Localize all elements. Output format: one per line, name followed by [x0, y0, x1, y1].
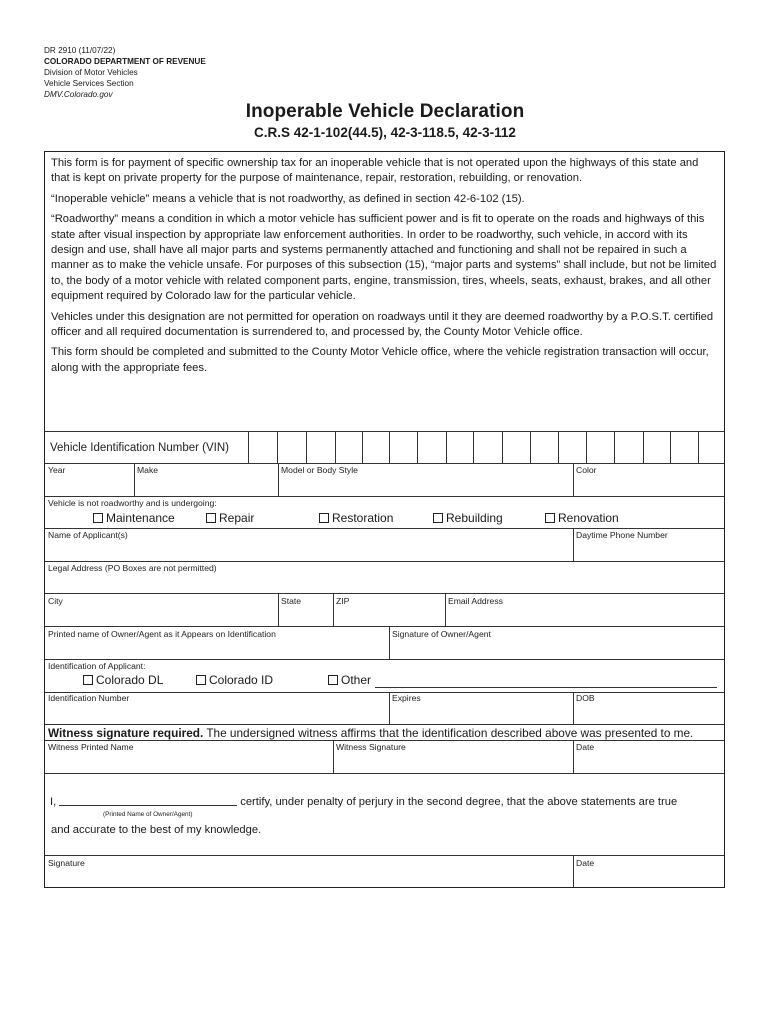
divider	[278, 593, 279, 626]
section-name: Vehicle Services Section	[44, 79, 134, 88]
repair-checkbox[interactable]: Repair	[206, 511, 254, 525]
vin-character-box[interactable]	[248, 432, 277, 463]
printed-name-label: Printed name of Owner/Agent as it Appears on Identification	[48, 629, 276, 639]
checkbox-icon[interactable]	[93, 513, 103, 523]
vin-label: Vehicle Identification Number (VIN)	[50, 442, 229, 454]
divider	[45, 463, 724, 464]
rebuilding-checkbox[interactable]: Rebuilding	[433, 511, 503, 525]
colorado-dl-checkbox[interactable]: Colorado DL	[83, 673, 163, 687]
signature-label: Signature	[48, 858, 85, 868]
declaration-form	[44, 151, 725, 888]
printed-name-caption: (Printed Name of Owner/Agent)	[103, 811, 193, 818]
vin-character-box[interactable]	[335, 432, 362, 463]
applicant-name-label: Name of Applicant(s)	[48, 530, 128, 540]
divider	[45, 593, 724, 594]
divider	[134, 463, 135, 496]
divider	[333, 740, 334, 773]
id-number-label: Identification Number	[48, 693, 130, 703]
undergoing-label: Vehicle is not roadworthy and is undergoing:	[48, 498, 217, 508]
color-field-label: Color	[576, 465, 597, 475]
checkbox-icon[interactable]	[328, 675, 338, 685]
witness-printed-name-label: Witness Printed Name	[48, 742, 134, 752]
checkbox-icon[interactable]	[433, 513, 443, 523]
email-label: Email Address	[448, 596, 503, 606]
department-name: COLORADO DEPARTMENT OF REVENUE	[44, 57, 206, 66]
vin-character-box[interactable]	[670, 432, 698, 463]
vin-character-box[interactable]	[277, 432, 306, 463]
divider	[573, 855, 574, 888]
signature-date-label: Date	[576, 858, 595, 868]
model-field-label: Model or Body Style	[281, 465, 358, 475]
other-id-checkbox[interactable]: Other	[328, 673, 371, 687]
divider	[45, 626, 724, 627]
witness-notice-bold: Witness signature required.	[48, 726, 204, 740]
make-field-label: Make	[137, 465, 159, 475]
restoration-checkbox[interactable]: Restoration	[319, 511, 393, 525]
witness-notice	[48, 726, 693, 740]
vin-character-box[interactable]	[614, 432, 643, 463]
owner-signature-label: Signature of Owner/Agent	[392, 629, 491, 639]
divider	[389, 626, 390, 659]
form-header	[44, 45, 206, 100]
divider	[45, 528, 724, 529]
state-label: State	[281, 596, 302, 606]
witness-date-label: Date	[576, 742, 595, 752]
year-field-label: Year	[48, 465, 66, 475]
colorado-id-checkbox[interactable]: Colorado ID	[196, 673, 273, 687]
statute-reference: C.R.S 42-1-102(44.5), 42-3-118.5, 42-3-112	[254, 125, 516, 140]
identification-label: Identification of Applicant:	[48, 661, 146, 671]
divider	[389, 692, 390, 724]
renovation-checkbox[interactable]: Renovation	[545, 511, 619, 525]
divider	[45, 561, 724, 562]
certification-line-2: and accurate to the best of my knowledge.	[51, 824, 262, 836]
divider	[45, 855, 724, 856]
vin-character-box[interactable]	[698, 432, 724, 463]
daytime-phone-label: Daytime Phone Number	[576, 530, 668, 540]
intro-paragraph: “Roadworthy” means a condition in which a motor vehicle has sufficient power and is fit to operate on the roads and highways of this state after visual inspection by appropriate law enforcement authorities. In order to be roadworthy, such vehicle, in accord with its design and use, shall have all major parts and systems permanently attached and functioning and shall not be repaired in such a manner as to make the vehicle unsafe. For purposes of this subsection (15), “major parts and systems” shall include, but not be limited to, the body of a motor vehicle with related component parts, engine, transmission, tires, wheels, seats, exhaust, brakes, and all other equipment required by Colorado law for the particular vehicle.	[51, 213, 717, 303]
witness-notice-text: The undersigned witness affirms that the identification described above was presented to me.	[203, 726, 694, 740]
divider	[333, 593, 334, 626]
divider	[45, 692, 724, 693]
divider	[45, 773, 724, 774]
vin-character-box[interactable]	[502, 432, 530, 463]
divider	[45, 724, 724, 725]
vin-character-box[interactable]	[643, 432, 670, 463]
maintenance-checkbox[interactable]: Maintenance	[93, 511, 175, 525]
expires-label: Expires	[392, 693, 421, 703]
form-number: DR 2910 (11/07/22)	[44, 46, 116, 55]
vin-character-box[interactable]	[558, 432, 586, 463]
owner-name-blank[interactable]	[59, 795, 237, 806]
intro-text	[45, 152, 724, 429]
divider	[573, 463, 574, 496]
intro-paragraph: “Inoperable vehicle” means a vehicle that is not roadworthy, as defined in section 42-6-102 (15).	[51, 192, 525, 205]
divider	[573, 528, 574, 561]
intro-paragraph: This form is for payment of specific ownership tax for an inoperable vehicle that is not operated upon the highways of this state and that is kept on private property for the purpose of maintenance, repair, restoration, rebuilding, or renovation.	[51, 157, 699, 185]
checkbox-icon[interactable]	[545, 513, 555, 523]
vin-character-box[interactable]	[446, 432, 473, 463]
legal-address-label: Legal Address (PO Boxes are not permitted)	[48, 563, 217, 573]
website: DMV.Colorado.gov	[44, 90, 113, 99]
intro-paragraph: This form should be completed and submitted to the County Motor Vehicle office, where the vehicle registration transaction will occur, along with the appropriate fees.	[51, 346, 709, 374]
divider	[45, 496, 724, 497]
checkbox-icon[interactable]	[319, 513, 329, 523]
divider	[45, 659, 724, 660]
vin-character-box[interactable]	[473, 432, 502, 463]
vin-character-box[interactable]	[586, 432, 614, 463]
vin-character-box[interactable]	[389, 432, 417, 463]
witness-signature-label: Witness Signature	[336, 742, 406, 752]
divider	[45, 740, 724, 741]
city-label: City	[48, 596, 63, 606]
checkbox-icon[interactable]	[83, 675, 93, 685]
vin-character-box[interactable]	[530, 432, 558, 463]
divider	[573, 692, 574, 724]
divider	[445, 593, 446, 626]
zip-label: ZIP	[336, 596, 350, 606]
intro-paragraph: Vehicles under this designation are not permitted for operation on roadways until it they are deemed roadworthy by a P.O.S.T. certified officer and all required documentation is surrendered to, and processed by, the County Motor Vehicle office.	[51, 310, 714, 339]
certification-statement: I, certify, under penalty of perjury in the second degree, that the above statements are true	[50, 796, 678, 808]
other-id-field[interactable]	[375, 687, 717, 688]
divider	[573, 740, 574, 773]
divider	[278, 463, 279, 496]
checkbox-icon[interactable]	[196, 675, 206, 685]
vin-character-box[interactable]	[362, 432, 389, 463]
dob-label: DOB	[576, 693, 595, 703]
form-title: Inoperable Vehicle Declaration	[245, 101, 525, 122]
vin-character-box[interactable]	[417, 432, 446, 463]
division-name: Division of Motor Vehicles	[44, 68, 138, 77]
checkbox-icon[interactable]	[206, 513, 216, 523]
vin-character-box[interactable]	[306, 432, 335, 463]
